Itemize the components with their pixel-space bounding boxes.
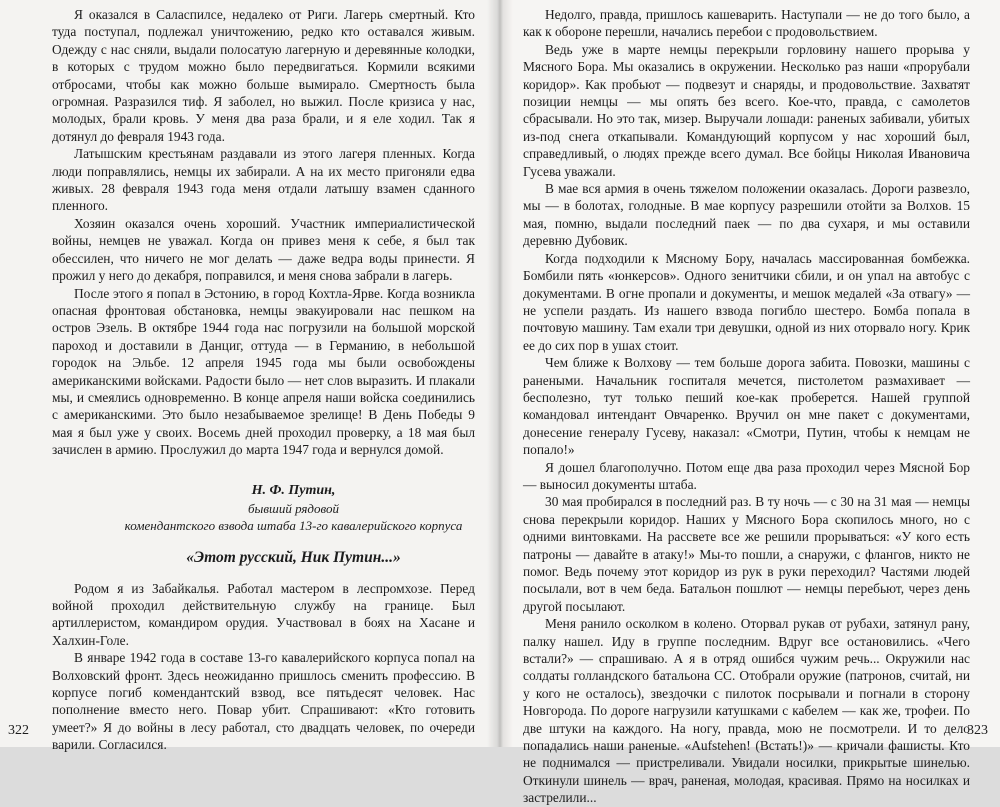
author-name: Н. Ф. Путин,: [251, 482, 336, 498]
author-heading: [52, 481, 475, 568]
paragraph: В январе 1942 года в составе 13-го кавалерийского корпуса попал на Волховский фронт. Здесь неожиданно пришлось сменить профессию. В корпусе погиб комендантский взвод, все пятьдесят человек. Нас пополнение вместо него. Повар убит. Спрашивают: «Кто готовить умеет?» Я до войны в лесу работал, сто двадцать человек, по очереди варили. Согласился.: [52, 650, 475, 753]
story-title: «Этот русский, Ник Путин...»: [186, 548, 401, 566]
paragraph: Хозяин оказался очень хороший. Участник империалистической войны, немцев не уважал. Когда он привез меня к себе, я был так обессилен, что ничего не мог делать — даже ведра воды принести. Я прожил у него до декабря, поправился, и меня снова забрали в лагерь.: [52, 215, 475, 284]
paragraph: Латышским крестьянам раздавали из этого лагеря пленных. Когда люди поправлялись, немцы их забирали. А на их место пригоняли едва живых. 28 февраля 1943 года меня отдали латышу взамен сданного пленного.: [52, 146, 475, 214]
paragraph: Ведь уже в марте немцы перекрыли горловину нашего прорыва у Мясного Бора. Мы оказались в окружении. Несколько раз наши «прорубали коридор». Как пробьют — подвезут и снаряды, и продовольствие. Захватят позиции немцы — мы опять без всего. Кое-что, правда, с самолетов сбрасывали. Но это так, мизер. Выручали лошади: раненых забивали, убитых из-под снега откапывали. Командующий корпусом у нас хороший был, справедливый, о людях прежде всего думал. Все бойцы Николая Ивановича Гусева уважали.: [523, 41, 970, 179]
paragraph: Чем ближе к Волхову — тем больше дорога забита. Повозки, машины с ранеными. Начальник госпиталя мечется, пистолетом размахивает — бесполезно, тут только пеший кое-как проберется. Нашей группой командовал интендант Овчаренко. Вручил он мне пакет с документами, донесение генералу Гусеву, наказал: «Смотри, Путин, чтобы к немцам не попало!»: [523, 355, 970, 458]
author-rank: бывший рядовой: [248, 500, 339, 516]
paragraph: Меня ранило осколком в колено. Оторвал рукав от рубахи, затянул рану, палку нашел. Иду в группе последним. Вдруг все остановились. «Чего встали?» — спрашиваю. А я в отряд ошибся чужим речь... Окружили нас солдаты голландского батальона СС. Отобрали оружие (патронов, считай, ни у кого не осталось), звездочки с пилоток посрывали и погнали в сторону Новгорода. По дороге нагрузили катушками с кабелем — как же, трофеи. По две штуки на каждого. На ногу, правда, мою не посмотрели. И то дело попадались наши раненые. «Aufstehen! (Встать!)» — кричали фашисты. Кто не поднимался — пристреливали. Увидали носилки, прикрытые шинелью. Откинули шинель — врач, раненая, молодая, красивая. Прямо на носилках и застрелили...: [523, 616, 970, 806]
paragraph: В мае вся армия в очень тяжелом положении оказалась. Дороги развезло, мы — в болотах, голодные. В мае корпусу разрешили отойти за Волхов. 15 мая, помню, выдали последний паек — по два сухаря, и мы оставили деревню Дубовик.: [523, 181, 970, 249]
paragraph: Когда подходили к Мясному Бору, началась массированная бомбежка. Бомбили пять «юнкерсов». Одного зенитчики сбили, и он упал на автобус с документами. В огне пропали и документы, и мешок медалей «За отвагу» — не успели раздать. Из нашего взвода погибло шестеро. Бомба попала в почтовую машину. Там ехали три девушки, одной из них оторвало ногу. Крик ее до сих пор в ушах стоит.: [523, 250, 970, 353]
left-paragraphs-top: [52, 6, 475, 459]
left-page: [0, 0, 497, 753]
page-number-right: 323: [967, 723, 988, 738]
page-number-left: 322: [8, 723, 29, 738]
paragraph: Недолго, правда, пришлось кашеварить. Наступали — не до того было, а как к обороне перешли, начались перебои с продовольствием.: [523, 7, 970, 40]
author-unit: комендантского взвода штаба 13-го кавалерийского корпуса: [124, 517, 463, 533]
right-page: [497, 0, 1000, 806]
paragraph: 30 мая пробирался в последний раз. В ту ночь — с 30 на 31 мая — немцы снова перекрыли коридор. Наших у Мясного Бора скопилось много, но с одними винтовками. На рассвете все же решили прорываться: «У кого есть патроны — давайте в атаку!» Мы-то пошли, а снаружи, с флангов, никто не помог. Ведь почему этот коридор из рук в руки переходил? Частями людей посылали, вот в чем беда. Батальон пошлют — немцы перебьют, через день другой посылают.: [523, 494, 970, 614]
paragraph: После этого я попал в Эстонию, в город Кохтла-Ярве. Когда возникла опасная фронтовая обстановка, немцы эвакуировали нас пешком на остров Эзель. В октябре 1944 года нас погрузили на большой морской пароход и доставили в Данциг, оттуда — в Германию, в небольшой городок на Эльбе. 12 апреля 1945 года мы были освобождены американскими войсками. Радости было — нет слов выразить. И плакали мы, и смеялись одновременно. В конце апреля наши войска соединились с американскими. Это было незабываемое зрелище! В День Победы 9 мая я был уже у своих. Восемь дней проходил проверку, а 18 мая был зачислен в армию. Прослужил до марта 1947 года и вернулся домой.: [52, 285, 475, 458]
left-paragraphs-bottom: [52, 580, 475, 754]
paragraph: Родом я из Забайкалья. Работал мастером в леспромхозе. Перед войной проходил действительную службу на границе. Был артиллеристом, командиром орудия. Участвовал в боях на Хасане и Халхин-Голе.: [52, 580, 475, 648]
paragraph: Я дошел благополучно. Потом еще два раза проходил через Мясной Бор — выносил документы штаба.: [523, 459, 970, 492]
paragraph: Я оказался в Саласпилсе, недалеко от Риги. Лагерь смертный. Кто туда поступал, подлежал уничтожению, редко кто оставался живым. Одежду с нас сняли, выдали полосатую лагерную и деревянные колодки, в которых с трудом можно было передвигаться. Кормили всякими отбросами, чтобы как можно больше вымирало. Смертность была огромная. Разразился тиф. Я заболел, но выжил. После кризиса у нас, молодых, брали кровь. У меня два раза брали, и я еле ходил. Так я дотянул до февраля 1943 года.: [52, 7, 475, 144]
right-paragraphs: [523, 6, 970, 807]
